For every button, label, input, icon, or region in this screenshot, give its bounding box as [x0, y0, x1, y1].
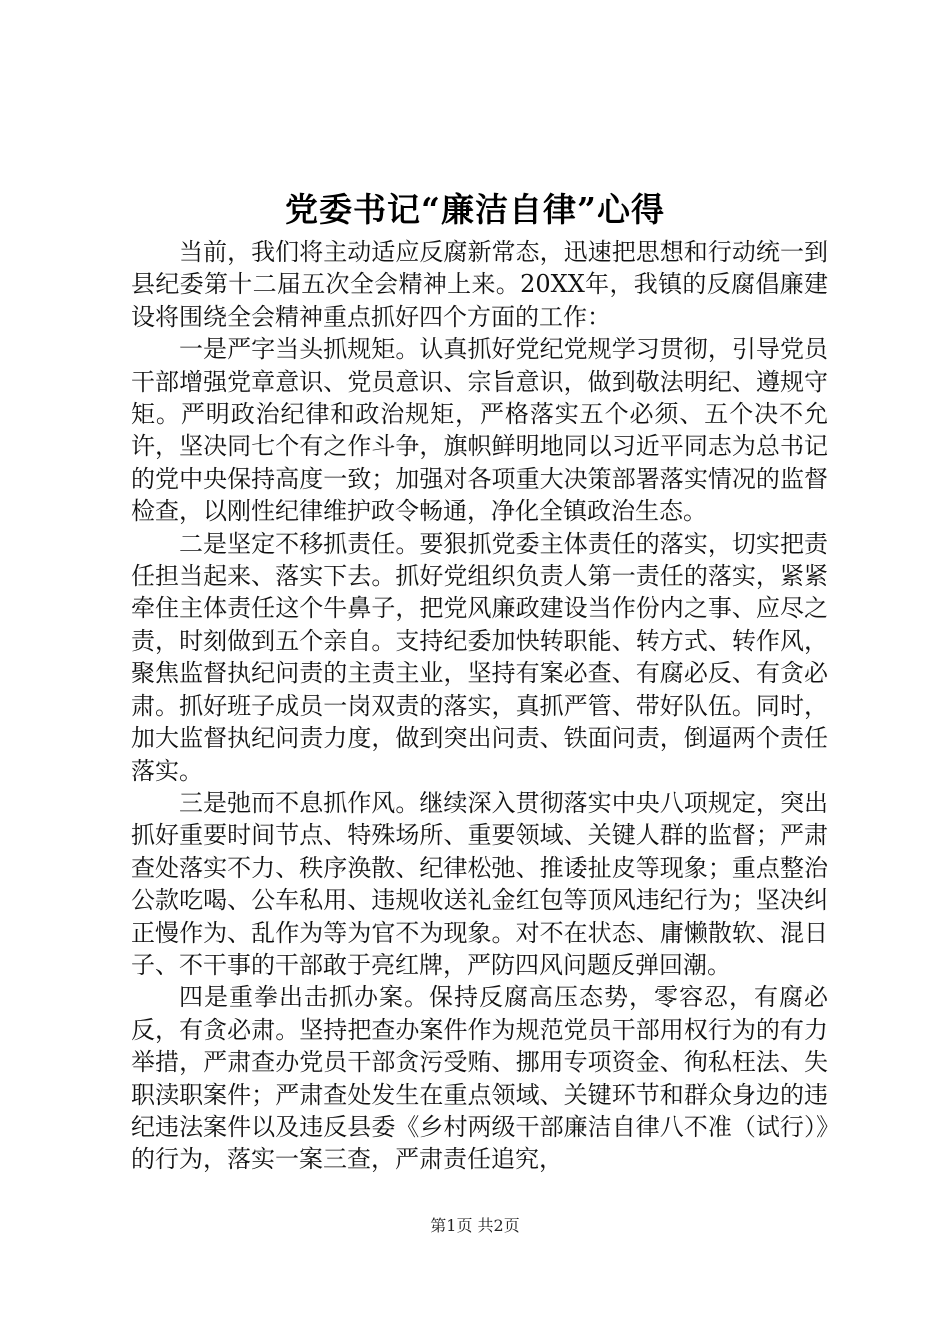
document-body	[131, 236, 828, 1176]
paragraph-intro: 当前，我们将主动适应反腐新常态，迅速把思想和行动统一到县纪委第十二届五次全会精神上来。20XX年，我镇的反腐倡廉建设将围绕全会精神重点抓好四个方面的工作：	[131, 238, 828, 331]
paragraph-point-2: 二是坚定不移抓责任。要狠抓党委主体责任的落实，切实把责任担当起来、落实下去。抓好党组织负责人第一责任的落实，紧紧牵住主体责任这个牛鼻子，把党风廉政建设当作份内之事、应尽之责，时刻做到五个亲自。支持纪委加快转职能、转方式、转作风，聚焦监督执纪问责的主责主业，坚持有案必查、有腐必反、有贪必肃。抓好班子成员一岗双责的落实，真抓严管、带好队伍。同时，加大监督执纪问责力度，做到突出问责、铁面问责，倒逼两个责任落实。	[131, 529, 828, 785]
paragraph-point-4: 四是重拳出击抓办案。保持反腐高压态势，零容忍，有腐必反，有贪必肃。坚持把查办案件作为规范党员干部用权行为的有力举措，严肃查办党员干部贪污受贿、挪用专项资金、徇私枉法、失职渎职案件；严肃查处发生在重点领域、关键环节和群众身边的违纪违法案件以及违反县委《乡村两级干部廉洁自律八不准（试行）》的行为，落实一案三查，严肃责任追究，	[131, 983, 828, 1174]
paragraph-point-3: 三是弛而不息抓作风。继续深入贯彻落实中央八项规定，突出抓好重要时间节点、特殊场所、重要领域、关键人群的监督；严肃查处落实不力、秩序涣散、纪律松弛、推诿扯皮等现象；重点整治公款吃喝、公车私用、违规收送礼金红包等顶风违纪行为；坚决纠正慢作为、乱作为等为官不为现象。对不在状态、庸懒散软、混日子、不干事的干部敢于亮红牌，严防四风问题反弹回潮。	[131, 788, 828, 979]
page-footer: 第1页 共2页	[430, 1216, 520, 1235]
paragraph-point-1: 一是严字当头抓规矩。认真抓好党纪党规学习贯彻，引导党员干部增强党章意识、党员意识、宗旨意识，做到敬法明纪、遵规守矩。严明政治纪律和政治规矩，严格落实五个必须、五个决不允许，坚决同七个有之作斗争，旗帜鲜明地同以习近平同志为总书记的党中央保持高度一致；加强对各项重大决策部署落实情况的监督检查，以刚性纪律维护政令畅通，净化全镇政治生态。	[131, 335, 828, 526]
document-title: 党委书记“廉洁自律”心得	[285, 190, 665, 229]
